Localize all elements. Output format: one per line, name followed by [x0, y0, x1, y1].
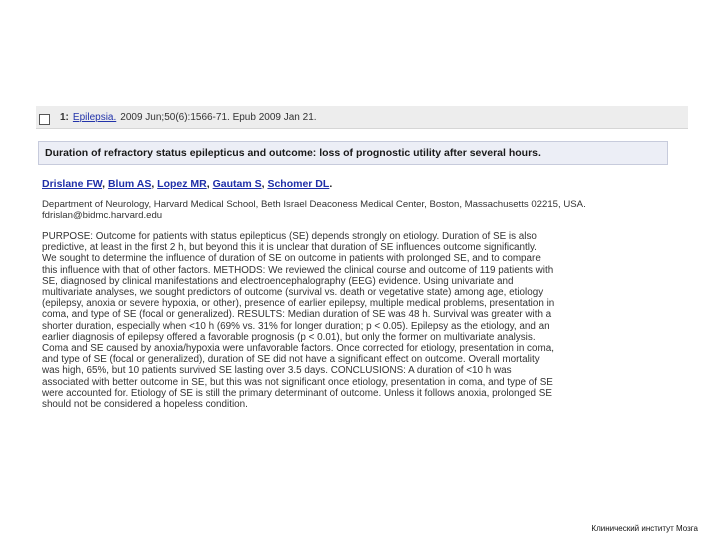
author-link[interactable]: Drislane FW — [42, 178, 103, 190]
author-link[interactable]: Gautam S — [212, 178, 262, 190]
citation-number: 1: — [60, 111, 69, 123]
author-link[interactable]: Blum AS — [107, 178, 152, 190]
author-separator: , — [261, 178, 268, 190]
contact-email: fdrislan@bidmc.harvard.edu — [42, 210, 163, 221]
affiliation — [42, 199, 662, 221]
author-list — [42, 178, 332, 190]
author-separator: , — [102, 178, 108, 190]
author-link[interactable]: Schomer DL — [267, 178, 330, 190]
citation-bar — [36, 106, 688, 129]
author-separator: . — [329, 178, 333, 190]
citation-details: 2009 Jun;50(6):1566-71. Epub 2009 Jan 21. — [120, 111, 317, 123]
select-checkbox[interactable] — [39, 114, 50, 125]
author-separator: , — [206, 178, 213, 190]
footer-caption: Клинический институт Мозга — [591, 524, 698, 533]
abstract-text: PURPOSE: Outcome for patients with status epilepticus (SE) depends strongly on etiology. Duration of SE is also predictive, at least in the first 2 h, but beyond this it is unclear that duration of SE influences outcome significantly. We sought to determine the influence of duration of SE on outcome in patients with prolonged SE, and to compare this influence with that of other factors. METHODS: We reviewed the clinical course and outcome of 119 patients with SE, diagnosed by clinical manifestations and electroencephalography (EEG) evidence. Using univariate and multivariate analyses, we sought predictors of outcome (survival vs. death or vegetative state) among age, etiology (epilepsy, anoxia or severe hypoxia, or other), presence of earlier epilepsy, multiple medical problems, presentation in coma, and type of SE (focal or generalized). RESULTS: Median duration of SE was 48 h. Survival was greater with a shorter duration, especially when <10 h (69% vs. 31% for longer duration; p < 0.05). Epilepsy as the etiology, and an earlier diagnosis of epilepsy offered a favorable prognosis (p < 0.01), but only the former on multivariate analysis. Coma and SE caused by anoxia/hypoxia were unfavorable factors. Once corrected for etiology, presentation in coma, and type of SE (focal or generalized), duration of SE did not have a significant effect on outcome. Overall mortality was high, 65%, but 10 patients survived SE lasting over 3.5 days. CONCLUSIONS: A duration of <10 h was associated with better outcome in SE, but this was not significant once etiology, presentation in coma, and type of SE were accounted for. Etiology of SE is still the primary determinant of outcome. Unless it follows anoxia, prolonged SE should not be considered a hopeless condition. — [42, 231, 555, 411]
author-link[interactable]: Lopez MR — [157, 178, 207, 190]
journal-link[interactable]: Epilepsia. — [72, 111, 117, 123]
article-title: Duration of refractory status epilepticus and outcome: loss of prognostic utility after several hours. — [45, 147, 541, 159]
article-title-box — [38, 141, 668, 165]
author-separator: , — [151, 178, 158, 190]
affiliation-text: Department of Neurology, Harvard Medical School, Beth Israel Deaconess Medical Center, Boston, Massachusetts 02215, USA. — [42, 199, 586, 210]
